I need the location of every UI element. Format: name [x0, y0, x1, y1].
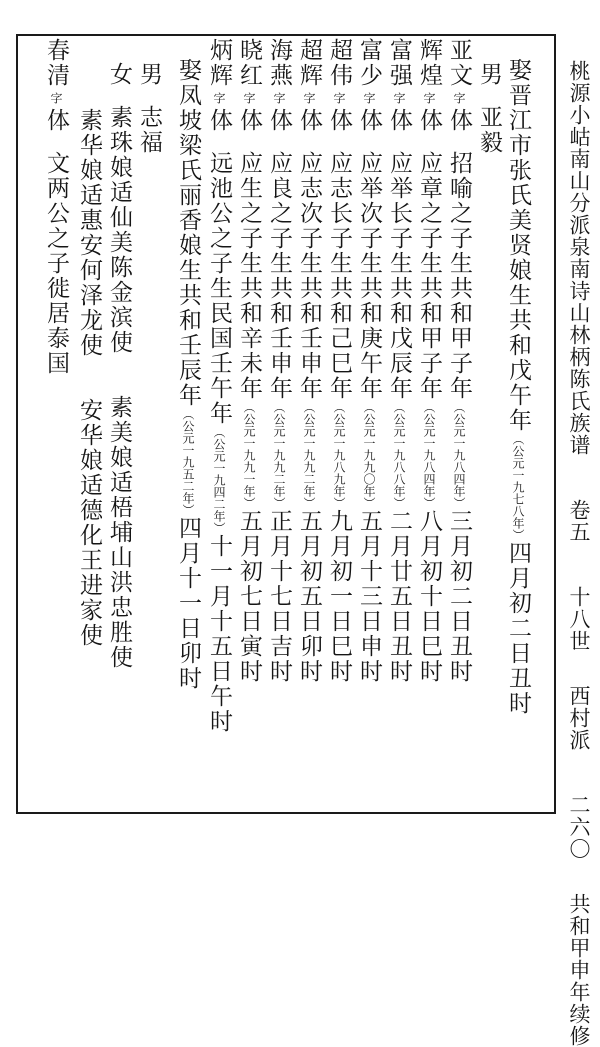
entry-sons: [137, 62, 160, 155]
son-label: 男: [476, 62, 502, 87]
entry-person: [387, 38, 410, 684]
entry-ad-year: （公元一九八八年）: [392, 401, 406, 509]
daughter-entry: 素珠娘适仙美陈金滨使: [106, 105, 132, 355]
entry-text: 应章之子生共和甲子年: [416, 151, 442, 401]
zi-marker: 字: [49, 92, 63, 104]
person-name: 超伟: [326, 38, 352, 88]
entry-daughters: [77, 108, 100, 648]
entry-time: 八月初十日巳时: [416, 509, 442, 684]
entry-time: 三月初二日丑时: [446, 509, 472, 684]
person-name: 辉煌: [416, 38, 442, 88]
ti-marker: 体: [446, 108, 472, 133]
entry-text: 应志次子生共和壬申年: [296, 151, 322, 401]
entry-text: 远池公之子生民国壬午年: [206, 151, 232, 426]
entry-ad-year: （公元一九九〇年）: [362, 401, 376, 509]
zi-marker: 字: [362, 92, 376, 104]
entry-person: [447, 38, 470, 684]
zi-marker: 字: [392, 92, 406, 104]
ti-marker: 体: [326, 108, 352, 133]
entry-person: [267, 38, 290, 684]
entry-person: [237, 38, 260, 684]
entry-person: [44, 38, 67, 376]
volume-label: 卷五: [567, 499, 591, 543]
daughter-entry: 素华娘适惠安何泽龙使: [76, 108, 102, 358]
entry-sons: [477, 62, 500, 155]
page-header: [568, 60, 589, 1047]
ti-marker: 体: [43, 108, 69, 133]
generation-label: 十八世: [567, 586, 591, 652]
entry-ad-year: （公元一九八九年）: [332, 401, 346, 509]
zi-marker: 字: [242, 92, 256, 104]
genealogy-title: 桃源小岵南山分派泉南诗山林柄陈氏族谱: [567, 60, 591, 456]
entry-ad-year: （公元一九九一年）: [242, 401, 256, 509]
entry-text: 娶晋江市张氏美贤娘生共和戊午年: [505, 58, 531, 433]
entry-spouse: [176, 58, 199, 691]
entry-ad-year: （公元一九八四年）: [452, 401, 466, 509]
entry-ad-year: （公元一九七八年）: [511, 433, 525, 541]
zi-marker: 字: [302, 92, 316, 104]
person-name: 亚文: [446, 38, 472, 88]
son-name: 志福: [136, 105, 162, 155]
zi-marker: 字: [212, 92, 226, 104]
zi-marker: 字: [272, 92, 286, 104]
entry-spouse: [506, 58, 529, 716]
ti-marker: 体: [236, 108, 262, 133]
entry-text: 应良之子生共和壬申年: [266, 151, 292, 401]
entry-time: 正月十七日吉时: [266, 509, 292, 684]
person-name: 春清: [43, 38, 69, 88]
entry-text: 应生之子生共和辛未年: [236, 151, 262, 401]
zi-marker: 字: [452, 92, 466, 104]
entry-time: 四月初二日丑时: [505, 541, 531, 716]
person-name: 富少: [356, 38, 382, 88]
person-name: 晓红: [236, 38, 262, 88]
person-name: 海燕: [266, 38, 292, 88]
entry-text: 娶凤坡梁氏丽香娘生共和壬辰年: [175, 58, 201, 408]
entry-person: [207, 38, 230, 734]
entry-ad-year: （公元一九八四年）: [422, 401, 436, 509]
ti-marker: 体: [206, 108, 232, 133]
entry-time: 二月廿五日丑时: [386, 509, 412, 684]
ti-marker: 体: [386, 108, 412, 133]
daughter-entry: 素美娘适梧埔山洪忠胜使: [106, 395, 132, 670]
edition-label: 共和甲申年续修: [567, 893, 591, 1047]
ti-marker: 体: [296, 108, 322, 133]
entry-text: 应举长子生共和戊辰年: [386, 151, 412, 401]
entry-time: 五月十三日申时: [356, 509, 382, 684]
daughter-entry: 安华娘适德化王进家使: [76, 398, 102, 648]
entry-text: 文两公之子徙居泰国: [43, 151, 69, 376]
entry-daughters: [107, 62, 130, 670]
page-number: 二六〇: [567, 794, 591, 860]
entry-ad-year: （公元一九四二年）: [212, 426, 226, 534]
son-label: 男: [136, 62, 162, 87]
entry-person: [327, 38, 350, 684]
ti-marker: 体: [416, 108, 442, 133]
branch-label: 西村派: [567, 685, 591, 751]
person-name: 炳辉: [206, 38, 232, 88]
entry-time: 五月初五日卯时: [296, 509, 322, 684]
ti-marker: 体: [356, 108, 382, 133]
ti-marker: 体: [266, 108, 292, 133]
entry-text: 招喻之子生共和甲子年: [446, 151, 472, 401]
entry-text: 应举次子生共和庚午年: [356, 151, 382, 401]
entry-ad-year: （公元一九九二年）: [302, 401, 316, 509]
entry-person: [417, 38, 440, 684]
entry-time: 五月初七日寅时: [236, 509, 262, 684]
zi-marker: 字: [422, 92, 436, 104]
daughter-label: 女: [106, 62, 132, 87]
son-name: 亚毅: [476, 105, 502, 155]
entry-person: [357, 38, 380, 684]
entry-ad-year: （公元一九九二年）: [272, 401, 286, 509]
entry-time: 九月初一日巳时: [326, 509, 352, 684]
person-name: 超辉: [296, 38, 322, 88]
entry-text: 应志长子生共和己巳年: [326, 151, 352, 401]
entry-time: 十一月十五日午时: [206, 534, 232, 734]
entry-time: 四月十一日卯时: [175, 516, 201, 691]
person-name: 富强: [386, 38, 412, 88]
entry-ad-year: （公元一九五二年）: [181, 408, 195, 516]
zi-marker: 字: [332, 92, 346, 104]
entry-person: [297, 38, 320, 684]
